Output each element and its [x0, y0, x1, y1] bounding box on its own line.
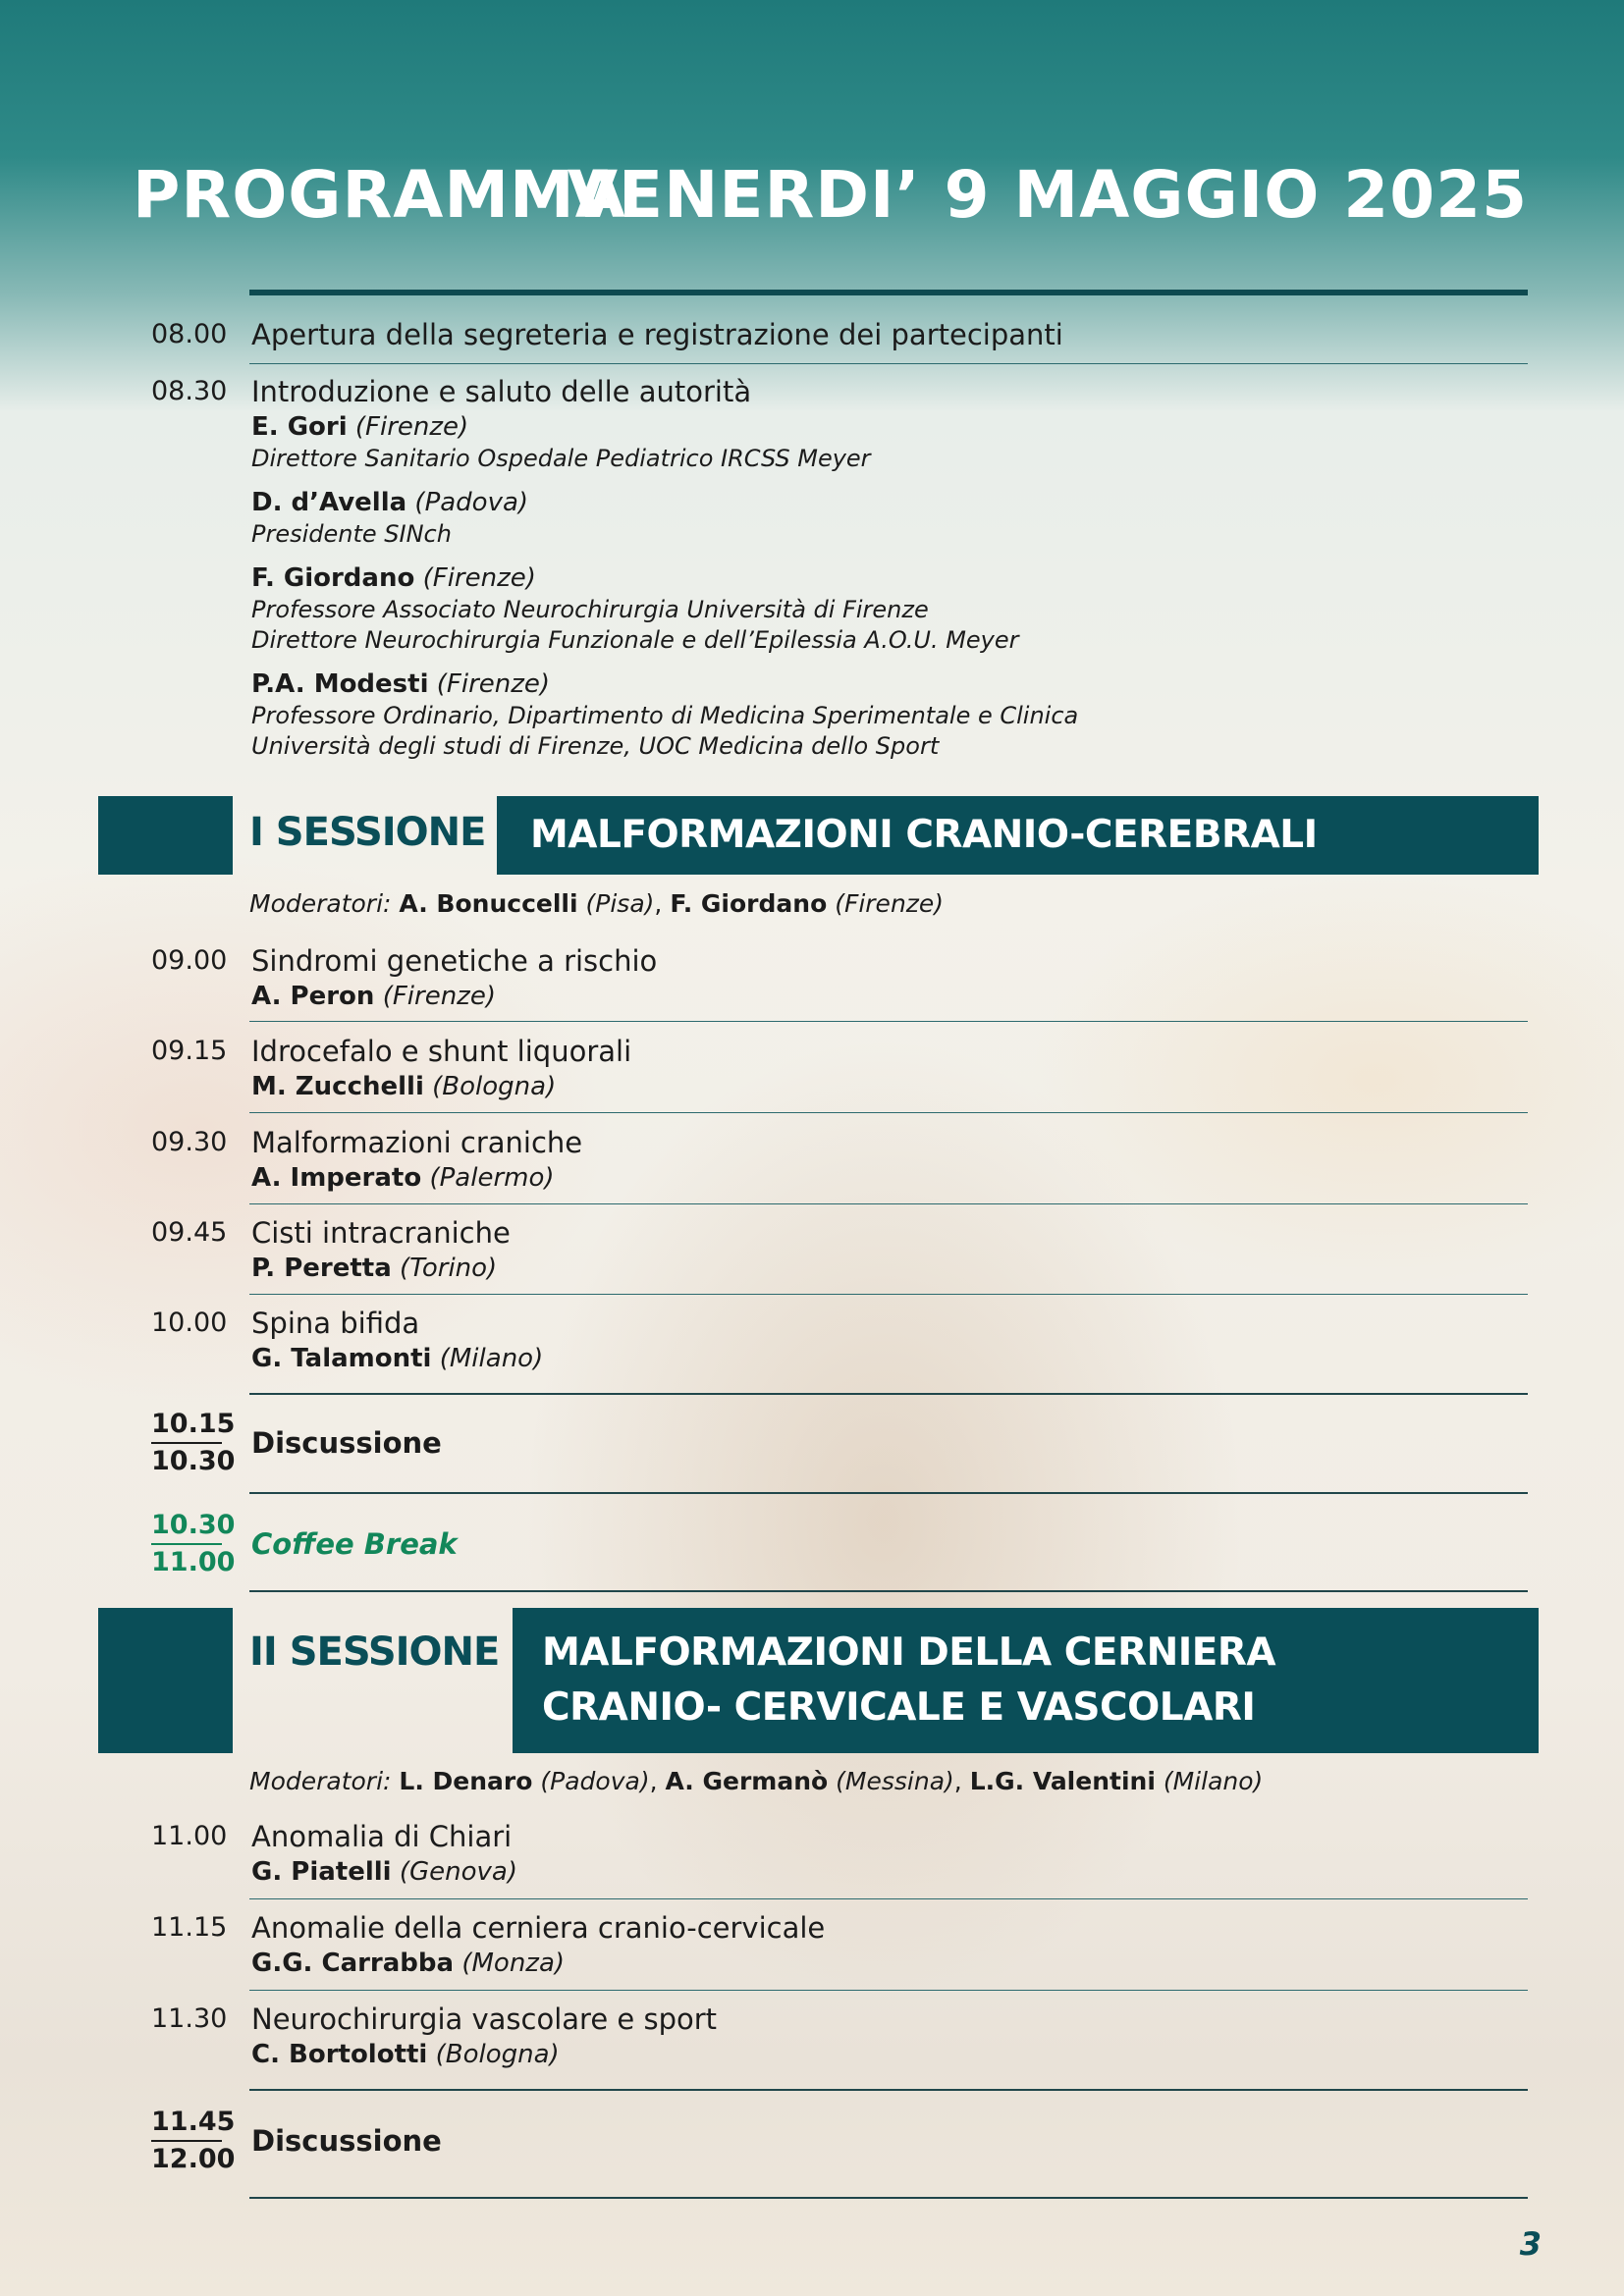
- speaker-role: Professore Ordinario, Dipartimento di Medicina Sperimentale e Clinica: [251, 702, 1079, 729]
- speaker-name: P.A. Modesti: [251, 669, 429, 699]
- moderators: Moderatori: A. Bonuccelli (Pisa), F. Giordano (Firenze): [249, 889, 945, 918]
- speaker-name: G. Piatelli: [251, 1857, 392, 1887]
- time: 11.15: [151, 1912, 228, 1943]
- speaker-name: M. Zucchelli: [251, 1072, 424, 1101]
- speaker-city: (Firenze): [436, 669, 551, 699]
- moderator-name: A. Germanò: [665, 1767, 829, 1795]
- moderator-city: (Firenze): [835, 889, 945, 918]
- speaker-name: A. Imperato: [251, 1163, 422, 1193]
- event-date: VENERDI’ 9 MAGGIO 2025: [567, 157, 1528, 233]
- speaker-role: Università degli studi di Firenze, UOC Medicina dello Sport: [251, 732, 940, 760]
- time: 09.00: [151, 945, 228, 976]
- topic: Apertura della segreteria e registrazione dei partecipanti: [251, 318, 1063, 351]
- topic: Anomalie della cerniera cranio-cervicale: [251, 1911, 826, 1945]
- session-title: MALFORMAZIONI CRANIO-CEREBRALI: [497, 796, 1539, 875]
- start-time: 11.45: [151, 2105, 222, 2142]
- moderator-city: (Messina): [836, 1767, 954, 1795]
- time: 08.00: [151, 319, 228, 349]
- topic: Introduzione e saluto delle autorità: [251, 375, 752, 408]
- schedule-row: [151, 942, 1526, 1013]
- session-marker: [98, 796, 233, 875]
- topic: Neurochirurgia vascolare e sport: [251, 2002, 718, 2036]
- end-time: 10.30: [151, 1446, 236, 1476]
- topic: Malformazioni craniche: [251, 1126, 583, 1159]
- speaker-role: Professore Associato Neurochirurgia Università di Firenze: [251, 596, 929, 623]
- end-time: 12.00: [151, 2144, 236, 2174]
- speaker-name: E. Gori: [251, 412, 348, 442]
- divider: [249, 1021, 1528, 1022]
- speaker-name: C. Bortolotti: [251, 2040, 428, 2069]
- session-title-line: MALFORMAZIONI DELLA CERNIERA: [542, 1630, 1276, 1675]
- schedule-row: [151, 1214, 1526, 1285]
- discussion-row: [151, 1406, 1526, 1480]
- moderator-name: A. Bonuccelli: [399, 889, 578, 918]
- speaker-name: D. d’Avella: [251, 488, 407, 517]
- speaker-city: (Torino): [400, 1254, 498, 1283]
- time: 09.45: [151, 1217, 228, 1248]
- topic: Sindromi genetiche a rischio: [251, 944, 658, 978]
- speaker: [251, 410, 1526, 444]
- discussion-label: Discussione: [251, 1426, 442, 1460]
- topic: Idrocefalo e shunt liquorali: [251, 1035, 632, 1068]
- time-range: [151, 1508, 251, 1580]
- schedule-row: [151, 1909, 1526, 1980]
- moderator-name: L. Denaro: [399, 1767, 533, 1795]
- divider: [249, 1203, 1528, 1204]
- schedule-row: [151, 1033, 1526, 1103]
- schedule-row-intro: [151, 373, 1526, 762]
- speaker-name: F. Giordano: [251, 563, 415, 593]
- speaker-city: (Bologna): [435, 2040, 560, 2069]
- moderators-label: Moderatori:: [249, 889, 392, 918]
- session-label: II SESSIONE: [249, 1629, 500, 1675]
- divider: [249, 2197, 1528, 2199]
- speaker: [251, 667, 1526, 701]
- divider: [249, 1294, 1528, 1295]
- discussion-row: [151, 2104, 1526, 2178]
- speaker-city: (Bologna): [432, 1072, 557, 1101]
- time-range: [151, 2105, 251, 2177]
- page-number: 3: [1519, 2225, 1542, 2263]
- speaker-role: Presidente SINch: [251, 520, 452, 548]
- coffee-break-label: Coffee Break: [251, 1527, 458, 1561]
- moderators-label: Moderatori:: [249, 1767, 392, 1795]
- divider: [249, 1492, 1528, 1494]
- speaker-city: (Milano): [439, 1344, 544, 1373]
- page-title: PROGRAMMA: [133, 157, 626, 233]
- moderators: Moderatori: L. Denaro (Padova), A. Germanò (Messina), L.G. Valentini (Milano): [249, 1767, 1264, 1795]
- divider: [249, 1393, 1528, 1395]
- speaker-city: (Genova): [399, 1857, 517, 1887]
- speaker-role: Direttore Sanitario Ospedale Pediatrico IRCSS Meyer: [251, 445, 871, 472]
- topic: Anomalia di Chiari: [251, 1820, 513, 1853]
- speaker-city: (Firenze): [382, 982, 496, 1011]
- moderator-name: L.G. Valentini: [969, 1767, 1156, 1795]
- moderator-city: (Pisa): [585, 889, 655, 918]
- speaker: [251, 486, 1526, 519]
- moderator-name: F. Giordano: [670, 889, 828, 918]
- time: 08.30: [151, 376, 228, 406]
- speaker-name: A. Peron: [251, 982, 375, 1011]
- session-2-header: [98, 1608, 1539, 1753]
- time: 11.00: [151, 1821, 228, 1851]
- schedule-row: [151, 1305, 1526, 1375]
- start-time: 10.30: [151, 1508, 222, 1545]
- schedule-row: [151, 2001, 1526, 2071]
- speaker: [251, 561, 1526, 595]
- divider: [249, 363, 1528, 364]
- session-title: [513, 1608, 1539, 1753]
- divider: [249, 2089, 1528, 2091]
- schedule-row: [151, 316, 1526, 353]
- speaker-city: (Padova): [414, 488, 529, 517]
- coffee-break-row: [151, 1507, 1526, 1581]
- time: 10.00: [151, 1308, 228, 1338]
- speaker-name: P. Peretta: [251, 1254, 392, 1283]
- start-time: 10.15: [151, 1407, 222, 1444]
- speaker-city: (Firenze): [354, 412, 469, 442]
- header-divider: [249, 290, 1528, 295]
- session-label: I SESSIONE: [249, 810, 486, 855]
- speaker-city: (Palermo): [429, 1163, 555, 1193]
- speaker-city: (Firenze): [422, 563, 536, 593]
- schedule-row: [151, 1818, 1526, 1889]
- session-title-line: CRANIO- CERVICALE E VASCOLARI: [542, 1685, 1256, 1730]
- session-1-header: [98, 796, 1539, 875]
- divider: [249, 1898, 1528, 1899]
- time-range: [151, 1407, 251, 1479]
- discussion-label: Discussione: [251, 2124, 442, 2158]
- speaker-city: (Monza): [461, 1949, 566, 1978]
- topic: Spina bifida: [251, 1307, 420, 1340]
- speaker-name: G.G. Carrabba: [251, 1949, 455, 1978]
- schedule-row: [151, 1124, 1526, 1195]
- time: 09.30: [151, 1127, 228, 1157]
- divider: [249, 1112, 1528, 1113]
- speaker-role: Direttore Neurochirurgia Funzionale e dell’Epilessia A.O.U. Meyer: [251, 626, 1019, 654]
- moderator-city: (Padova): [540, 1767, 650, 1795]
- divider: [249, 1990, 1528, 1991]
- end-time: 11.00: [151, 1547, 236, 1577]
- time: 09.15: [151, 1036, 228, 1066]
- session-marker: [98, 1608, 233, 1753]
- speaker-name: G. Talamonti: [251, 1344, 432, 1373]
- divider: [249, 1590, 1528, 1592]
- time: 11.30: [151, 2003, 228, 2034]
- topic: Cisti intracraniche: [251, 1216, 511, 1250]
- moderator-city: (Milano): [1163, 1767, 1264, 1795]
